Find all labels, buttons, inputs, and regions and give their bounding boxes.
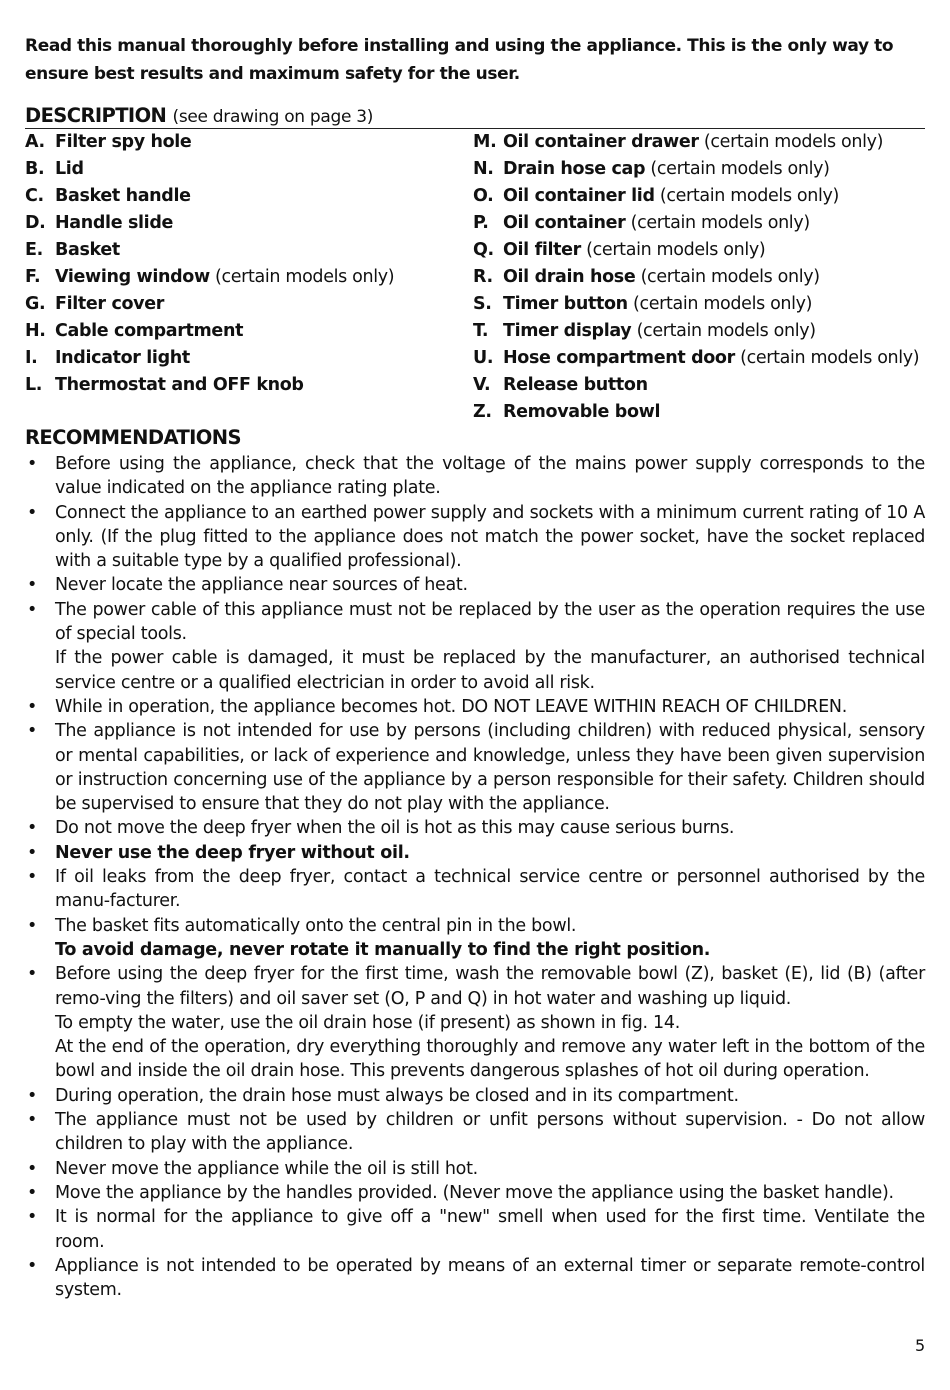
item-key: S. (473, 294, 492, 314)
item-text (503, 156, 830, 183)
recommendation-text: To empty the water, use the oil drain hose (if present) as shown in fig. 14. (55, 1012, 680, 1033)
item-name: Basket (55, 240, 120, 260)
item-text (503, 345, 919, 372)
bullet-icon: • (26, 1182, 38, 1203)
recommendation-text: Move the appliance by the handles provided. (Never move the appliance using the basket handle). (55, 1182, 894, 1203)
item-name: Cable compartment (55, 321, 244, 341)
description-item (473, 237, 925, 264)
item-text (503, 372, 648, 399)
item-note: (certain models only) (650, 159, 830, 179)
item-text (503, 129, 883, 156)
bullet-icon: • (26, 867, 38, 888)
bullet-icon: • (26, 915, 38, 936)
item-text (55, 183, 191, 210)
recommendations-heading: RECOMMENDATIONS (25, 426, 241, 449)
item-name: Release button (503, 375, 648, 395)
item-text (503, 264, 820, 291)
bullet-icon: • (26, 696, 38, 717)
item-name: Viewing window (55, 267, 210, 287)
item-text (503, 291, 812, 318)
bullet-icon: • (26, 575, 38, 596)
item-text (55, 129, 191, 156)
description-item (473, 345, 925, 372)
recommendation-item (25, 719, 925, 816)
description-column-left (25, 129, 473, 426)
description-item (473, 264, 925, 291)
item-name: Oil filter (503, 240, 581, 260)
recommendation-text: Never move the appliance while the oil is still hot. (55, 1158, 478, 1179)
item-note: (certain models only) (703, 132, 884, 152)
item-text (55, 318, 243, 345)
bullet-icon: • (26, 454, 38, 474)
item-name: Filter spy hole (55, 132, 192, 152)
description-item (25, 237, 473, 264)
recommendation-item (25, 573, 925, 597)
item-note: (certain models only) (632, 294, 813, 314)
recommendation-item (25, 816, 925, 840)
item-key: C. (25, 186, 44, 206)
description-item (25, 156, 473, 183)
item-key: E. (25, 240, 43, 260)
bullet-icon: • (26, 1158, 38, 1179)
recommendation-item (25, 1181, 925, 1205)
recommendation-text: Never locate the appliance near sources of heat. (55, 575, 468, 596)
item-key: D. (25, 213, 46, 233)
item-name: Hose compartment door (503, 348, 735, 368)
recommendation-text: At the end of the operation, dry everything thoroughly and remove any water left in the bottom of the bowl and inside the oil drain hose. This prevents dangerous splashes of hot oil during operation. (55, 1037, 925, 1082)
item-note: (certain models only) (586, 240, 766, 260)
recommendation-text: Never use the deep fryer without oil. (55, 842, 410, 863)
item-name: Thermostat and OFF knob (55, 375, 304, 395)
recommendation-text: If the power cable is damaged, it must be replaced by the manufacturer, an authorised technical service centre or a qualified electrician in order to avoid all risk. (55, 648, 925, 693)
item-key: T. (473, 321, 489, 341)
bullet-icon: • (26, 1110, 38, 1131)
recommendation-item (25, 914, 925, 963)
item-text (55, 237, 120, 264)
item-text (55, 345, 190, 372)
recommendation-text: The appliance must not be used by children or unfit persons without supervision. - Do not allow children to play with the appliance. (55, 1110, 925, 1155)
item-name: Drain hose cap (503, 159, 646, 179)
recommendation-text: Before using the appliance, check that the voltage of the mains power supply corresponds to the value indicated on the appliance rating plate. (55, 454, 925, 499)
description-heading (25, 104, 925, 129)
item-key: N. (473, 159, 494, 179)
recommendation-item (25, 1108, 925, 1157)
recommendation-item (25, 841, 925, 865)
recommendation-item (25, 962, 925, 1083)
item-text (55, 264, 394, 291)
item-name: Oil container drawer (503, 132, 699, 152)
item-key: Q. (473, 240, 494, 260)
item-key: U. (473, 348, 494, 368)
description-item (473, 210, 925, 237)
description-item (473, 156, 925, 183)
bullet-icon: • (26, 502, 38, 523)
description-list (25, 129, 925, 426)
item-text (503, 399, 660, 426)
description-item (25, 129, 473, 156)
description-item (473, 318, 925, 345)
item-name: Timer button (503, 294, 628, 314)
recommendation-item (25, 1205, 925, 1254)
bullet-icon: • (26, 842, 38, 863)
recommendation-item (25, 1157, 925, 1181)
bullet-icon: • (26, 818, 38, 839)
item-note: (certain models only) (640, 267, 820, 287)
item-name: Indicator light (55, 348, 190, 368)
item-name: Removable bowl (503, 402, 661, 422)
recommendation-item (25, 598, 925, 695)
item-text (503, 237, 765, 264)
item-note: (certain models only) (630, 213, 810, 233)
description-item (473, 129, 925, 156)
item-text (55, 156, 84, 183)
bullet-icon: • (26, 1255, 38, 1276)
recommendation-item (25, 501, 925, 574)
item-key: R. (473, 267, 493, 287)
description-column-right (473, 129, 925, 426)
item-name: Handle slide (55, 213, 174, 233)
page-number: 5 (915, 1336, 925, 1355)
item-key: G. (25, 294, 46, 314)
recommendations-list (25, 452, 925, 1302)
description-item (25, 210, 473, 237)
description-item (473, 183, 925, 210)
item-text (55, 291, 164, 318)
manual-page (25, 32, 925, 1302)
bullet-icon: • (26, 1085, 38, 1106)
item-note: (certain models only) (215, 267, 395, 287)
recommendation-item (25, 452, 925, 501)
description-subtitle: (see drawing on page 3) (172, 107, 374, 127)
item-name: Basket handle (55, 186, 191, 206)
item-key: I. (25, 348, 38, 368)
description-title: DESCRIPTION (25, 104, 167, 127)
item-name: Oil drain hose (503, 267, 636, 287)
item-text (503, 210, 810, 237)
item-text (503, 183, 839, 210)
item-key: V. (473, 375, 491, 395)
description-item (473, 291, 925, 318)
description-item (25, 291, 473, 318)
recommendation-text: It is normal for the appliance to give off a "new" smell when used for the first time. Ventilate the room. (55, 1207, 925, 1252)
item-key: F. (25, 267, 41, 287)
recommendation-item (25, 865, 925, 914)
item-key: M. (473, 132, 497, 152)
item-name: Oil container (503, 213, 626, 233)
description-item (25, 318, 473, 345)
recommendation-text: Appliance is not intended to be operated by means of an external timer or separate remote-control system. (55, 1255, 925, 1301)
item-key: A. (25, 132, 45, 152)
bullet-icon: • (26, 964, 38, 985)
intro-text: Read this manual thoroughly before installing and using the appliance. This is the only way to ensure best results and maximum safety for the user. (25, 36, 894, 84)
recommendation-text: The basket fits automatically onto the central pin in the bowl. (55, 915, 577, 936)
recommendation-item (25, 695, 925, 719)
recommendation-text: While in operation, the appliance becomes hot. DO NOT LEAVE WITHIN REACH OF CHILDREN. (55, 696, 847, 717)
item-name: Timer display (503, 321, 632, 341)
bullet-icon: • (26, 1207, 38, 1228)
item-text (55, 210, 173, 237)
recommendation-text: Connect the appliance to an earthed power supply and sockets with a minimum current rating of 10 A only. (If the plug fitted to the appliance does not match the power socket, have the socket replaced with a suitable type by a qualified professional). (55, 502, 925, 572)
item-note: (certain models only) (659, 186, 840, 206)
item-key: L. (25, 375, 43, 395)
recommendation-item (25, 1254, 925, 1303)
recommendation-item (25, 1084, 925, 1108)
recommendation-text: The appliance is not intended for use by persons (including children) with reduced physical, sensory or mental capabilities, or lack of experience and knowledge, unless they have been given supervision or instruction concerning use of the appliance by a person responsible for their safety. Children should be supervised to ensure that they do not play with the appliance. (55, 721, 925, 815)
bullet-icon: • (26, 599, 38, 620)
recommendation-text: During operation, the drain hose must always be closed and in its compartment. (55, 1085, 739, 1106)
item-name: Lid (55, 159, 84, 179)
recommendation-text: The power cable of this appliance must not be replaced by the user as the operation requires the use of special tools. (55, 599, 925, 645)
item-name: Oil container lid (503, 186, 655, 206)
item-key: B. (25, 159, 45, 179)
description-item (25, 264, 473, 291)
item-note: (certain models only) (636, 321, 816, 341)
item-key: P. (473, 213, 489, 233)
bullet-icon: • (26, 721, 38, 742)
description-item (25, 372, 473, 399)
item-key: Z. (473, 402, 492, 422)
item-text (503, 318, 816, 345)
recommendation-text: To avoid damage, never rotate it manually to find the right position. (55, 939, 711, 960)
description-item (25, 183, 473, 210)
item-name: Filter cover (55, 294, 165, 314)
recommendation-text: Before using the deep fryer for the first time, wash the removable bowl (Z), basket (E), lid (B) (after remo-ving the filters) and oil saver set (O, P and Q) in hot water and washing up liquid. (55, 964, 925, 1009)
recommendation-text: If oil leaks from the deep fryer, contact a technical service centre or personnel authorised by the manu-facturer. (55, 867, 925, 912)
description-item (473, 399, 925, 426)
description-item (473, 372, 925, 399)
item-note: (certain models only) (740, 348, 920, 368)
description-item (25, 345, 473, 372)
item-text (55, 372, 304, 399)
item-key: H. (25, 321, 46, 341)
item-key: O. (473, 186, 494, 206)
recommendation-text: Do not move the deep fryer when the oil is hot as this may cause serious burns. (55, 818, 735, 839)
